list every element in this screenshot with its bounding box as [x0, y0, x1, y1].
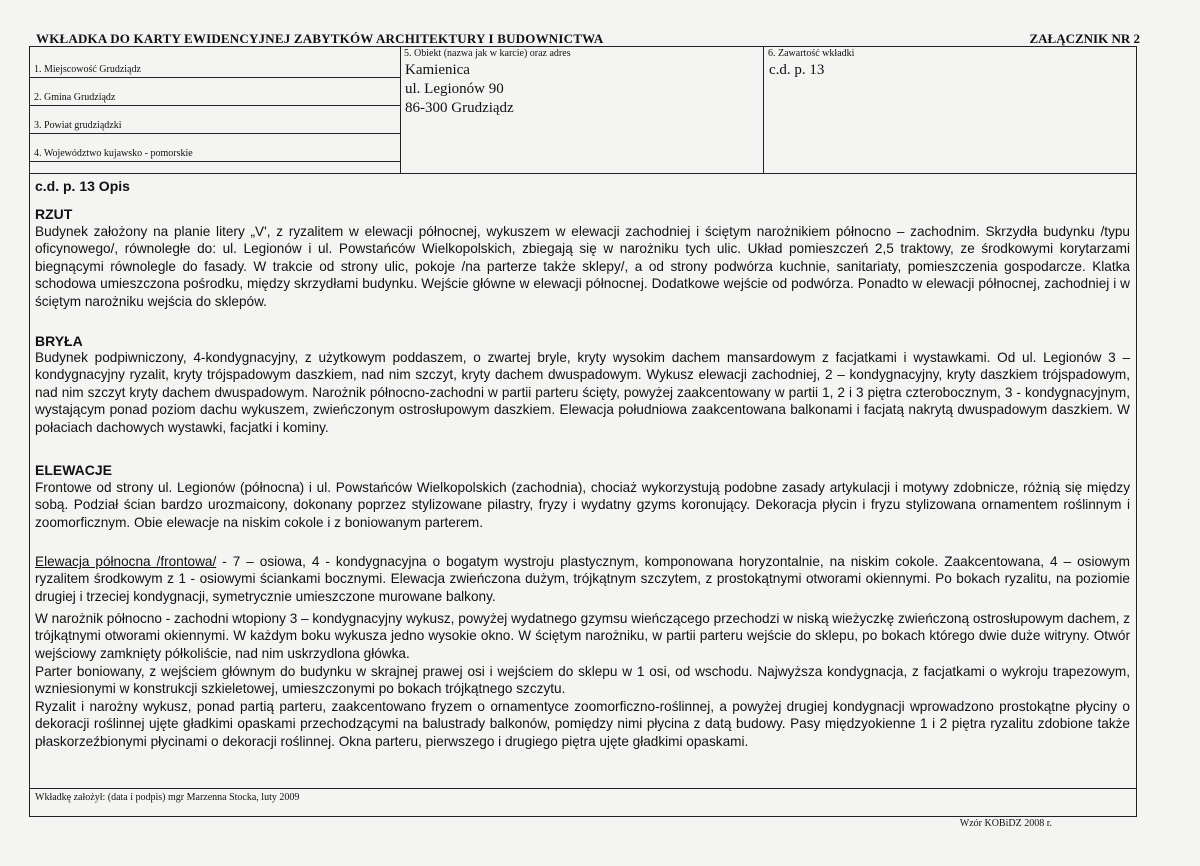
document-title: WKŁADKA DO KARTY EWIDENCYJNEJ ZABYTKÓW ARCHITEKTURY I BUDOWNICTWA: [36, 31, 604, 46]
object-city: 86-300 Grudziądz: [405, 100, 514, 116]
field-gmina: 2. Gmina Grudziądz: [34, 92, 116, 103]
field-powiat: 3. Powiat grudziądzki: [34, 120, 122, 131]
section-rzut-title: RZUT: [35, 206, 73, 222]
annex-label: ZAŁĄCZNIK NR 2: [1029, 31, 1140, 46]
section-bryla-text: Budynek podpiwniczony, 4-kondygnacyjny, z użytkowym poddaszem, o zwartej bryle, kryty wysokim dachem mansardowym z facjatkami i wystawkami. Od ul. Legionów 3 – kondygnacyjny ryzalit, kryty trójspadowym daszkiem, nad nim szczyt, kryty dachem dwuspadowym. Wykusz elewacji zachodniej, 2 – kondygnacyjny, kryty daszkiem trójspadowym, nad nim szczyt kryty dachem dwuspadowym. Narożnik północno-zachodni w partii parteru ścięty, powyżej zaakcentowany w partii 1, 2 i 3 piętra czterobocznym, 3 - kondygnacyjnym, wystającym ponad poziom dachu wykuszem, zwieńczonym ostrosłupowym daszkiem. Elewacja południowa zaakcentowana balkonami i facjatą nakrytą dwuspadowym daszkiem. W połaciach dachowych wystawki, facjatki i kominy.: [35, 350, 1130, 435]
field-contents-label: 6. Zawartość wkładki: [768, 48, 855, 59]
form-frame: [29, 46, 1137, 817]
author-signature: Wkładkę założył: (data i podpis) mgr Marzenna Stocka, luty 2009: [35, 792, 300, 803]
divider-info: [30, 173, 1136, 174]
section-elewacje-text: Frontowe od strony ul. Legionów (północna) i ul. Powstańców Wielkopolskich (zachodnia), chociaż wykorzystują podobne zasady artykulacji i motywy zdobnicze, różnią się między sobą. Podział ścian bardzo urozmaicony, dokonany poprzez stylizowane pilastry, fryzy i wydatny gzyms koronujący. Dekoracja płycin i fryzu stylizowana ornamentem roślinnym i zoomorficznym. Obie elewacje na niskim cokole i z boniowanym parterem.: [35, 480, 1130, 530]
object-name: Kamienica: [405, 62, 470, 78]
section-rzut-text: Budynek założony na planie litery „V', z ryzalitem w elewacji północnej, wykuszem w elewacji zachodniej i ściętym narożnikiem północno – zachodnim. Skrzydła budynku /typu oficynowego/, równoległe do: ul. Legionów i ul. Powstańców Wielkopolskich, zbiegają się w narożniku tych ulic. Układ pomieszczeń 2,5 traktowy, ze środkowymi korytarzami biegnącymi równolegle do fasady. W trakcie od strony ulic, pokoje /na parterze także sklepy/, a od strony podwórza kuchnie, sanitariaty, pomieszczenia gospodarcze. Klatka schodowa umieszczona pośrodku, między skrzydłami budynku. Wejście główne w elewacji północnej. Dodatkowe wejście od podwórza. Ponadto w elewacji północnej, zachodniej i w ściętym narożniku wejścia do sklepów.: [35, 224, 1130, 309]
body-heading: c.d. p. 13 Opis: [35, 178, 130, 194]
field-miejscowosc: 1. Miejscowość Grudziądz: [34, 64, 141, 75]
field-object-label: 5. Obiekt (nazwa jak w karcie) oraz adres: [404, 48, 571, 59]
row-line-4: [30, 161, 400, 162]
field-wojewodztwo: 4. Województwo kujawsko - pomorskie: [34, 148, 193, 159]
row-line-3: [30, 133, 400, 134]
template-version: Wzór KOBiDZ 2008 r.: [959, 818, 1052, 829]
section-polnocna-body: - 7 – osiowa, 4 - kondygnacyjna o bogatym wystroju plastycznym, komponowana horyzontalnie, na niskim cokole. Zaakcentowana, 4 – osiowym ryzalitem środkowym z 1 - osiowymi ściankami bocznymi. Elewacja zwieńczona dużym, trójkątnym szczytem, z prostokątnymi otworami okiennymi. Po bokach ryzalitu, na poziomie drugiej i trzeciej kondygnacji, symetrycznie umieszczone murowane balkony.: [35, 554, 1130, 604]
section-bryla-title: BRYŁA: [35, 333, 83, 349]
section-polnocna-text: [35, 553, 1130, 605]
section-polnocna-label: Elewacja północna /frontowa/: [35, 554, 217, 569]
row-line-1: [30, 77, 400, 78]
section-elewacje-title: ELEWACJE: [35, 462, 113, 478]
section-polnocna-p4: Ryzalit i narożny wykusz, ponad partią parteru, zaakcentowano fryzem o ornamentyce zoomorficzno-roślinnej, a powyżej drugiej kondygnacji wprowadzono prostokątne płyciny o dekoracji roślinnej ujęte gładkimi opaskami przechodzącymi na balustrady balkonów, pomiędzy nimi płycina z datą budowy. Pasy międzyokienne 1 i 2 piętra ryzalitu zdobione także płaskorzeźbionymi płycinami o dekoracji roślinnej. Okna parteru, pierwszego i drugiego piętra ujęte gładkimi opaskami.: [35, 699, 1130, 749]
row-line-2: [30, 105, 400, 106]
section-polnocna-p3: Parter boniowany, z wejściem głównym do budynku w skrajnej prawej osi i wejściem do sklepu w 1 osi, od wschodu. Najwyższa kondygnacja, z facjatkami o wykroju trapezowym, wzniesionymi w konstrukcji szkieletowej, umieszczonymi po bokach trójkątnego szczytu.: [35, 664, 1130, 697]
divider-footer: [30, 788, 1136, 789]
section-polnocna-p2: W narożnik północno - zachodni wtopiony 3 – kondygnacyjny wykusz, powyżej wydatnego gzymsu wieńczącego przechodzi w niską wieżyczkę zwieńczoną ostrosłupowym dachem, z trójkątnymi otworami okiennymi. W każdym boku wykusza jedno wysokie okno. W ściętym narożniku, w partii parteru wejście do sklepu, po bokach którego dwie duże witryny. Otwór wejściowy zamknięty półkoliście, nad nim uskrzydlona główka.: [35, 611, 1130, 661]
divider-col-1: [400, 47, 401, 173]
divider-col-2: [763, 47, 764, 173]
contents-value: c.d. p. 13: [769, 62, 825, 78]
object-street: ul. Legionów 90: [405, 81, 504, 97]
